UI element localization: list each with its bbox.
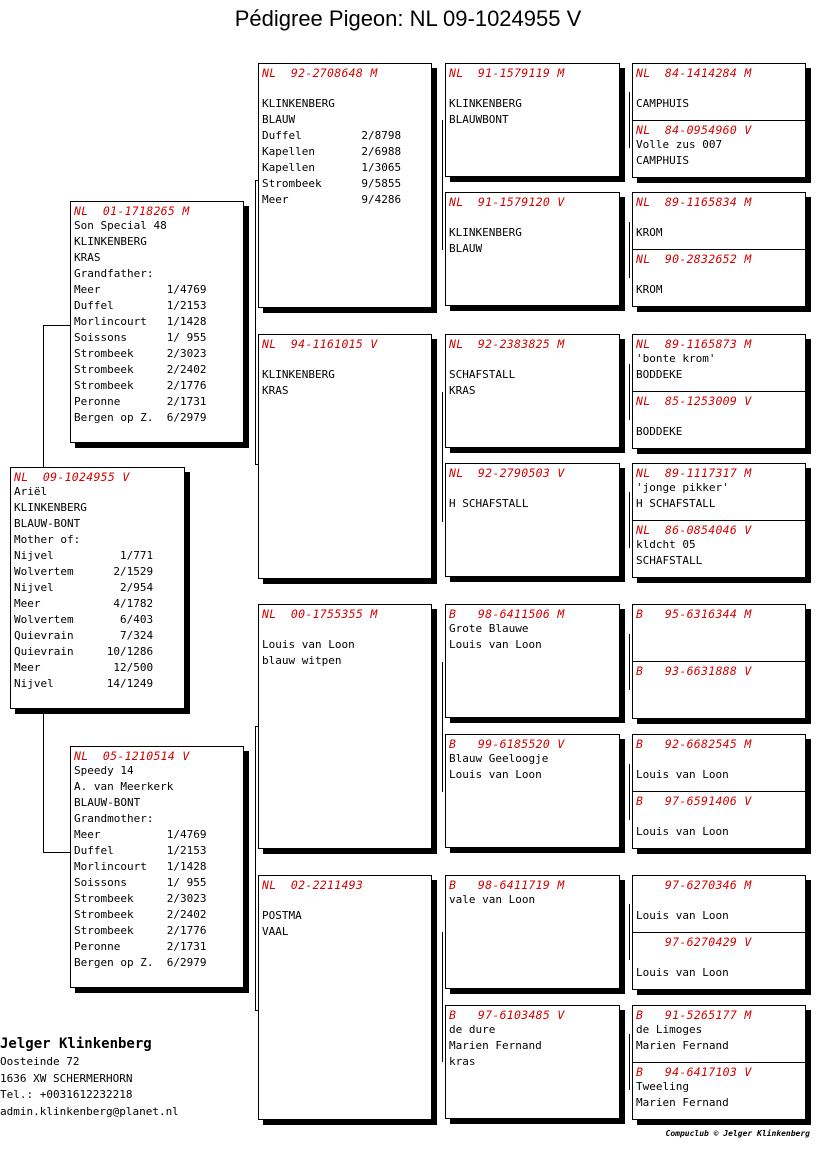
pigeon-details [633,1079,805,1111]
connector [629,364,630,420]
ring-number: B 97-6591406 V [636,794,752,808]
pigeon-detail-line: CAMPHUIS [636,154,689,167]
pigeon-details [446,480,619,512]
ring-number: NL 90-2832652 M [636,252,752,266]
pigeon-details [446,621,619,653]
pigeon-detail-line: Wolvertem 2/1529 [14,565,154,578]
connector [43,710,44,852]
pigeon-card-g1[interactable] [632,63,806,121]
pigeon-details [259,621,431,669]
pigeon-card-mff[interactable] [445,604,620,718]
pigeon-detail-line [636,751,802,767]
ring-number: NL 92-2790503 V [449,466,565,480]
pigeon-details [633,751,805,783]
pigeon-card-mmf[interactable] [445,875,620,989]
pigeon-detail-line: Marien Fernand [449,1039,542,1052]
pigeon-detail-line: Strombeek 2/1776 [74,379,207,392]
pigeon-detail-line [262,892,428,908]
connector [442,120,443,250]
pigeon-detail-line: BLAUW [449,242,483,255]
pigeon-detail-line: SCHAFSTALL [636,554,703,567]
connector [442,392,443,522]
pigeon-detail-line: Tweeling [636,1080,689,1093]
connector [43,325,44,470]
pigeon-detail-line [636,209,802,225]
pigeon-detail-line [636,892,802,908]
connector [629,222,630,278]
breeder-phone: Tel.: +0031612232218 [0,1088,133,1101]
pigeon-details [446,892,619,908]
pigeon-detail-line: Duffel 1/2153 [74,844,207,857]
pigeon-card-g8[interactable] [632,520,806,578]
pigeon-detail-line: Peronne 2/1731 [74,940,207,953]
pigeon-detail-line: Strombeek 2/2402 [74,363,207,376]
ring-number: NL 02-2211493 [262,878,364,892]
pigeon-detail-line: KLINKENBERG [262,368,335,381]
pigeon-card-g15[interactable] [632,1005,806,1063]
pigeon-detail-line: Bergen op Z. 6/2979 [74,956,207,969]
ring-number: NL 91-1579120 V [449,195,565,209]
ring-number: NL 91-1579119 M [449,66,565,80]
pigeon-detail-line: Son Special 48 [74,219,167,232]
pigeon-detail-line [262,621,428,637]
pigeon-details [633,137,805,169]
pigeon-detail-line: Duffel 2/8798 [262,129,402,142]
pigeon-details [633,949,805,981]
pigeon-details [633,1022,805,1054]
breeder-name: Jelger Klinkenberg [0,1036,152,1052]
pigeon-detail-line: POSTMA [262,909,302,922]
ring-number: NL 01-1718265 M [74,204,190,218]
ring-number: NL 84-1414284 M [636,66,752,80]
pigeon-detail-line: VAAL [262,925,289,938]
pigeon-detail-line: blauw witpen [262,654,342,667]
pigeon-detail-line [449,351,616,367]
pigeon-card-g12[interactable] [632,791,806,849]
pigeon-detail-line: Louis van Loon [636,768,729,781]
pigeon-detail-line: BLAUW-BONT [74,796,141,809]
ring-number: B 92-6682545 M [636,737,752,751]
pigeon-details [259,892,431,940]
pigeon-details [446,209,619,257]
pigeon-details [259,80,431,208]
connector [629,1034,630,1090]
pigeon-detail-line: Strombeek 2/2402 [74,908,207,921]
connector [442,662,443,792]
pigeon-detail-line: Quievrain 10/1286 [14,645,154,658]
pigeon-detail-line: Kapellen 1/3065 [262,161,402,174]
pigeon-detail-line: H SCHAFSTALL [636,497,716,510]
ring-number: NL 89-1165834 M [636,195,752,209]
pigeon-details [71,763,243,971]
pigeon-detail-line: Morlincourt 1/1428 [74,860,207,873]
pigeon-details [633,80,805,112]
pigeon-detail-line: Volle zus 007 [636,138,723,151]
pigeon-detail-line: 'bonte krom' [636,352,716,365]
ring-number: B 93-6631888 V [636,664,752,678]
pigeon-card-g4[interactable] [632,249,806,307]
connector [442,932,443,1062]
pigeon-card-mother[interactable] [70,746,244,988]
pigeon-detail-line: Strombeek 2/3023 [74,347,207,360]
pigeon-details [633,480,805,512]
pigeon-card-g6[interactable] [632,391,806,449]
pigeon-detail-line: Meer 12/500 [14,661,154,674]
pigeon-detail-line: SCHAFSTALL [449,368,516,381]
breeder-email[interactable]: admin.klinkenberg@planet.nl [0,1104,179,1118]
pigeon-detail-line: Mother of: [14,533,81,546]
credit-text: Compuclub © Jelger Klinkenberg [665,1129,810,1138]
pigeon-card-fmf[interactable] [445,334,620,448]
pigeon-detail-line: kras [449,1055,476,1068]
ring-number: NL 00-1755355 M [262,607,378,621]
connector [255,726,256,1010]
pigeon-details [11,484,184,692]
pigeon-detail-line: Grote Blauwe [449,622,529,635]
pigeon-card-father[interactable] [70,201,244,443]
pigeon-detail-line: Wolvertem 6/403 [14,613,154,626]
pigeon-details [446,751,619,783]
pigeon-card-g13[interactable] [632,875,806,933]
pigeon-detail-line: vale van Loon [449,893,536,906]
pigeon-card-father-father[interactable] [258,63,432,308]
pigeon-detail-line: KLINKENBERG [14,501,87,514]
pigeon-details [259,351,431,399]
pigeon-detail-line: Duffel 1/2153 [74,299,207,312]
pigeon-detail-line: Grandmother: [74,812,154,825]
ring-number: NL 84-0954960 V [636,123,752,137]
pigeon-detail-line [449,80,616,96]
ring-number: NL 92-2708648 M [262,66,378,80]
ring-number: B 94-6417103 V [636,1065,752,1079]
connector [255,180,256,464]
ring-number: B 99-6185520 V [449,737,565,751]
pigeon-card-g7[interactable] [632,463,806,521]
ring-number: NL 09-1024955 V [14,470,130,484]
pigeon-details [633,537,805,569]
pigeon-detail-line: Marien Fernand [636,1039,729,1052]
connector [43,325,71,326]
pigeon-detail-line [262,80,428,96]
pigeon-detail-line [449,480,616,496]
pigeon-detail-line: BLAUWBONT [449,113,509,126]
connector [629,92,630,148]
pigeon-detail-line: A. van Meerkerk [74,780,174,793]
pigeon-detail-line: Meer 9/4286 [262,193,402,206]
pigeon-details [446,351,619,399]
pigeon-detail-line: Louis van Loon [449,638,542,651]
ring-number: 97-6270346 M [636,878,752,892]
ring-number: B 97-6103485 V [449,1008,565,1022]
pigeon-detail-line: BODDEKE [636,368,683,381]
pigeon-detail-line [636,266,802,282]
pigeon-details [633,209,805,241]
pigeon-card-ffm[interactable] [445,192,620,306]
pigeon-detail-line: de dure [449,1023,496,1036]
pigeon-details [633,266,805,298]
connector [43,852,71,853]
pigeon-detail-line: BLAUW-BONT [14,517,81,530]
pigeon-details [633,808,805,840]
pigeon-detail-line: KROM [636,283,663,296]
ring-number: NL 94-1161015 V [262,337,378,351]
connector [629,764,630,820]
pigeon-detail-line: Meer 1/4769 [74,828,207,841]
ring-number: NL 89-1117317 M [636,466,752,480]
pigeon-detail-line: Soissons 1/ 955 [74,331,207,344]
pigeon-details [633,351,805,383]
pigeon-card-mfm[interactable] [445,734,620,848]
pigeon-detail-line: CAMPHUIS [636,97,689,110]
ring-number: NL 85-1253009 V [636,394,752,408]
pigeon-details [446,80,619,128]
ring-number: NL 92-2383825 M [449,337,565,351]
pigeon-card-fmm[interactable] [445,463,620,577]
ring-number: NL 86-0854046 V [636,523,752,537]
pigeon-detail-line: Nijvel 1/771 [14,549,154,562]
pigeon-detail-line: Louis van Loon [636,825,729,838]
pigeon-detail-line: Speedy 14 [74,764,134,777]
page-title: Pédigree Pigeon: NL 09-1024955 V [234,6,582,31]
pigeon-detail-line: Kapellen 2/6988 [262,145,402,158]
pigeon-card-mother-mother[interactable] [258,875,432,1120]
pigeon-detail-line: KROM [636,226,663,239]
pigeon-card-father-mother[interactable] [258,334,432,579]
pigeon-details [71,218,243,426]
pigeon-detail-line: Soissons 1/ 955 [74,876,207,889]
pigeon-detail-line [262,351,428,367]
pigeon-card-g16[interactable] [632,1062,806,1120]
pigeon-detail-line: Nijvel 2/954 [14,581,154,594]
pigeon-detail-line: KRAS [262,384,289,397]
breeder-address: Oosteinde 72 [0,1055,80,1068]
pigeon-card-g9[interactable] [632,604,806,662]
pigeon-detail-line [636,808,802,824]
pigeon-detail-line: BLAUW [262,113,296,126]
pigeon-card-g2[interactable] [632,120,806,178]
pigeon-detail-line: KRAS [449,384,476,397]
pigeon-card-mmm[interactable] [445,1005,620,1119]
connector [629,904,630,960]
pigeon-detail-line: H SCHAFSTALL [449,497,529,510]
pigeon-detail-line: Strombeek 2/1776 [74,924,207,937]
ring-number: 97-6270429 V [636,935,752,949]
pigeon-card-g11[interactable] [632,734,806,792]
pigeon-detail-line: Strombeek 2/3023 [74,892,207,905]
pigeon-card-mother-father[interactable] [258,604,432,849]
pigeon-detail-line: KLINKENBERG [449,226,522,239]
pigeon-detail-line: 'jonge pikker' [636,481,729,494]
breeder-city: 1636 XW SCHERMERHORN [0,1071,133,1085]
pigeon-detail-line: Louis van Loon [636,966,729,979]
connector [629,634,630,690]
pigeon-detail-line: Morlincourt 1/1428 [74,315,207,328]
pigeon-detail-line: Meer 1/4769 [74,283,207,296]
pigeon-detail-line: Louis van Loon [449,768,542,781]
pigeon-details [633,892,805,924]
pigeon-detail-line: Quievrain 7/324 [14,629,154,642]
pigeon-card-g14[interactable] [632,932,806,990]
pigeon-detail-line: Nijvel 14/1249 [14,677,154,690]
pigeon-detail-line: Blauw Geeloogje [449,752,549,765]
ring-number: B 95-6316344 M [636,607,752,621]
pigeon-detail-line: Grandfather: [74,267,154,280]
breeder-contact [0,1034,179,1120]
pigeon-card-fff[interactable] [445,63,620,177]
connector [629,492,630,548]
pigeon-detail-line: KLINKENBERG [74,235,147,248]
pigeon-detail-line: Ariël [14,485,48,498]
pigeon-card-g3[interactable] [632,192,806,250]
pigeon-detail-line: Bergen op Z. 6/2979 [74,411,207,424]
ring-number: B 98-6411506 M [449,607,565,621]
pigeon-detail-line: BODDEKE [636,425,683,438]
ring-number: NL 89-1165873 M [636,337,752,351]
pigeon-detail-line [636,80,802,96]
pigeon-detail-line: Peronne 2/1731 [74,395,207,408]
pigeon-detail-line: Strombeek 9/5855 [262,177,402,190]
pigeon-detail-line: Louis van Loon [262,638,355,651]
pigeon-detail-line: KLINKENBERG [449,97,522,110]
pigeon-detail-line: kldcht 05 [636,538,696,551]
pigeon-detail-line: Marien Fernand [636,1096,729,1109]
pigeon-card-subject[interactable] [10,467,185,709]
pigeon-detail-line: de Limoges [636,1023,703,1036]
pigeon-detail-line [449,209,616,225]
ring-number: B 98-6411719 M [449,878,565,892]
pigeon-detail-line: KLINKENBERG [262,97,335,110]
pigeon-detail-line: Meer 4/1782 [14,597,154,610]
pigeon-detail-line: KRAS [74,251,101,264]
pigeon-card-g10[interactable] [632,661,806,719]
pigeon-details [633,408,805,440]
pigeon-card-g5[interactable] [632,334,806,392]
pigeon-details [446,1022,619,1070]
pigeon-detail-line [636,408,802,424]
ring-number: B 91-5265177 M [636,1008,752,1022]
pigeon-detail-line: Louis van Loon [636,909,729,922]
ring-number: NL 05-1210514 V [74,749,190,763]
pigeon-detail-line [636,949,802,965]
